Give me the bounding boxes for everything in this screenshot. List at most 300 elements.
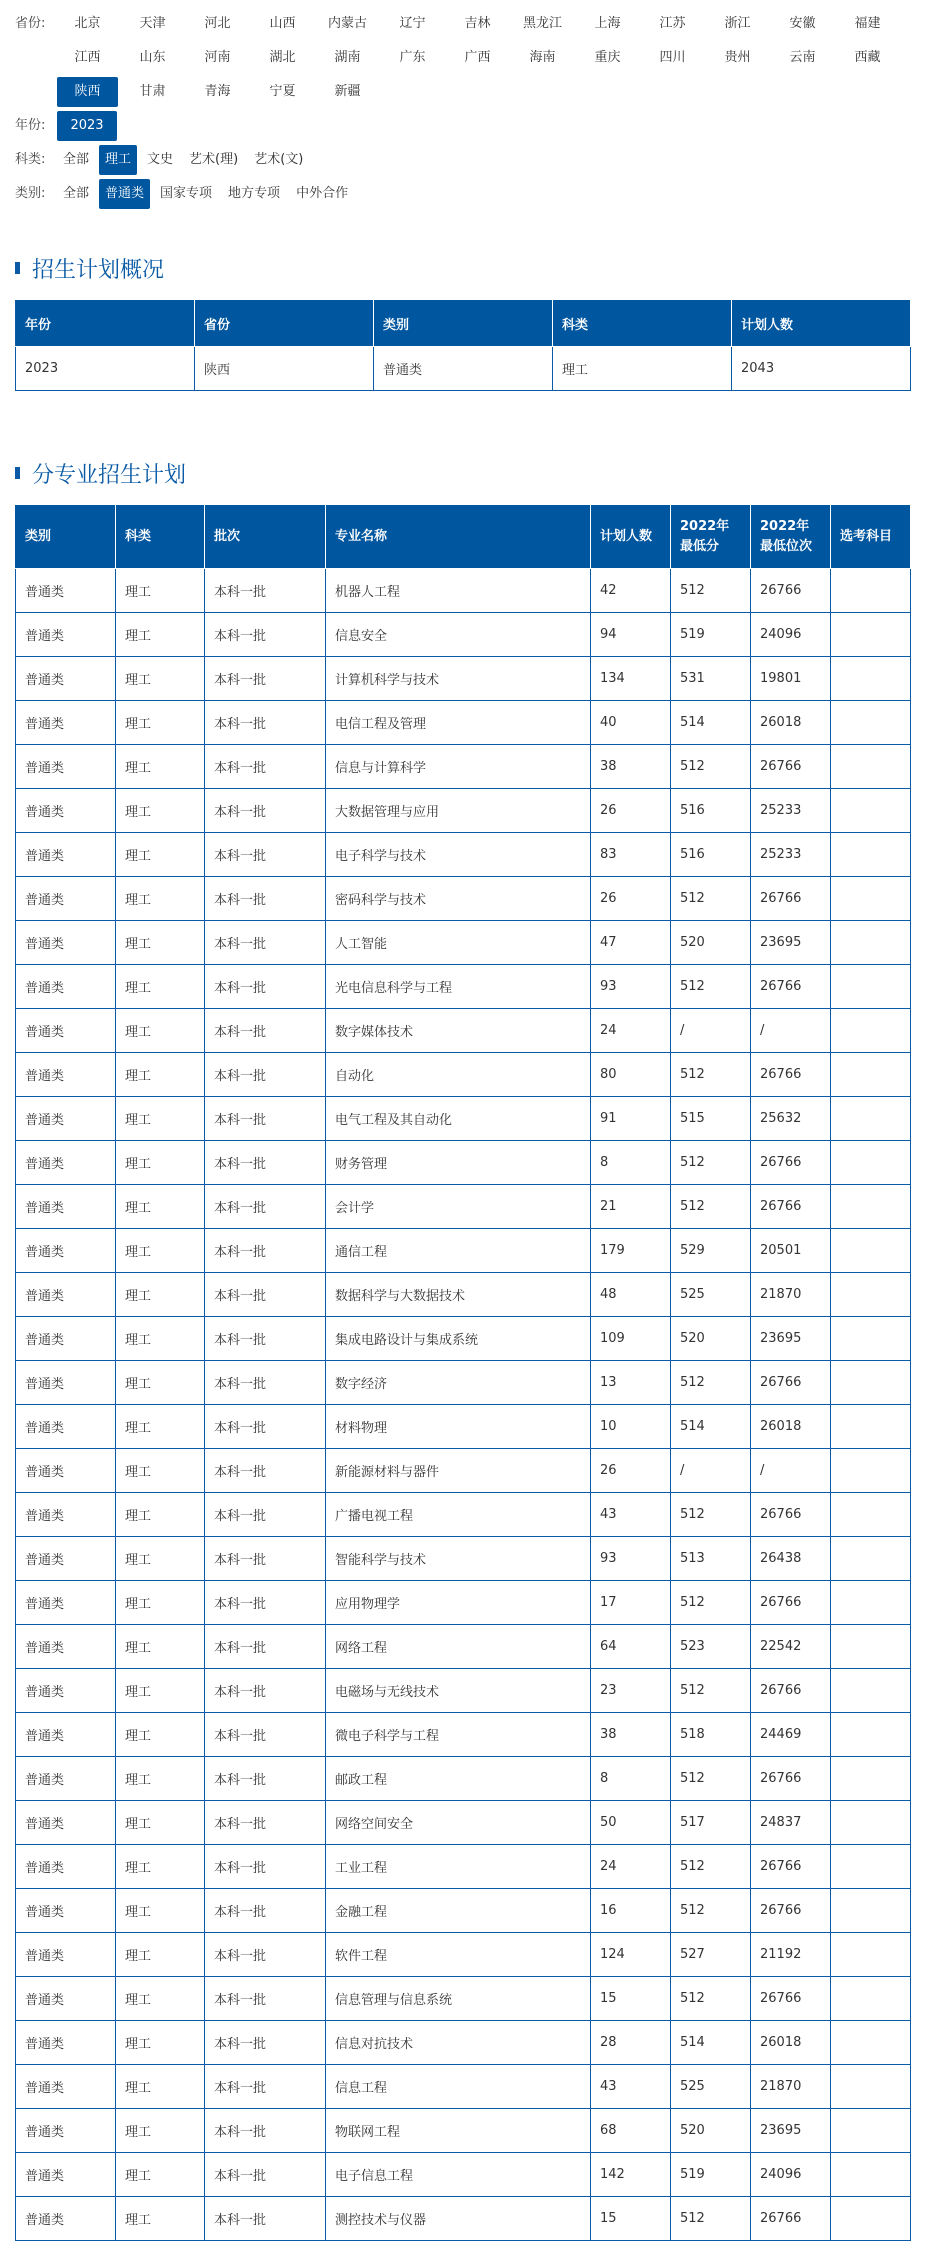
overview-cell: 陕西 [195, 347, 374, 391]
table-row [16, 613, 911, 657]
table-cell: 信息工程 [326, 2065, 591, 2109]
table-cell [831, 1493, 911, 1537]
province-chip[interactable]: 辽宁 [399, 16, 426, 31]
table-cell: 531 [671, 657, 751, 701]
table-cell: 26766 [751, 1845, 831, 1889]
table-row [16, 1933, 911, 1977]
table-row [16, 1581, 911, 1625]
table-cell: 理工 [116, 2197, 205, 2241]
table-cell: 数字经济 [326, 1361, 591, 1405]
category-options [55, 178, 356, 212]
table-cell [831, 1933, 911, 1977]
table-cell: 大数据管理与应用 [326, 789, 591, 833]
table-cell: 理工 [116, 833, 205, 877]
table-row [16, 701, 911, 745]
table-row [16, 2021, 911, 2065]
table-cell: 物联网工程 [326, 2109, 591, 2153]
table-cell: 本科一批 [205, 1317, 326, 1361]
table-cell: 512 [671, 1185, 751, 1229]
table-cell: 本科一批 [205, 1053, 326, 1097]
table-row [16, 1625, 911, 1669]
overview-header-cell: 科类 [553, 301, 732, 347]
table-cell: 512 [671, 1845, 751, 1889]
table-cell [831, 2197, 911, 2241]
table-cell: 测控技术与仪器 [326, 2197, 591, 2241]
table-cell: 普通类 [16, 1581, 116, 1625]
table-cell: 自动化 [326, 1053, 591, 1097]
province-chip[interactable]: 宁夏 [269, 84, 296, 99]
table-row [16, 1713, 911, 1757]
province-chip[interactable]: 广西 [464, 50, 491, 65]
table-cell: 本科一批 [205, 1361, 326, 1405]
province-chip[interactable]: 贵州 [724, 50, 751, 65]
province-filter [15, 8, 910, 110]
province-chip[interactable]: 青海 [204, 84, 231, 99]
table-cell: 普通类 [16, 1317, 116, 1361]
table-cell [831, 2065, 911, 2109]
table-cell: 26 [591, 877, 671, 921]
province-chip[interactable]: 山西 [269, 16, 296, 31]
majors-table [15, 505, 911, 2241]
table-cell: 512 [671, 1053, 751, 1097]
table-row [16, 2109, 911, 2153]
title-marker-icon [15, 262, 20, 274]
table-cell [831, 569, 911, 613]
table-cell: 50 [591, 1801, 671, 1845]
majors-header-cell: 专业名称 [326, 506, 591, 569]
table-cell: 514 [671, 701, 751, 745]
table-cell: 本科一批 [205, 569, 326, 613]
table-cell: 本科一批 [205, 2153, 326, 2197]
table-cell: 理工 [116, 1317, 205, 1361]
table-cell: 520 [671, 1317, 751, 1361]
table-cell: 26766 [751, 745, 831, 789]
table-cell: 理工 [116, 1141, 205, 1185]
table-cell: 512 [671, 877, 751, 921]
province-chip[interactable]: 河南 [204, 50, 231, 65]
province-chip[interactable]: 重庆 [594, 50, 621, 65]
table-cell: 理工 [116, 1361, 205, 1405]
subject-chip[interactable]: 理工 [99, 145, 137, 175]
table-cell: 普通类 [16, 2021, 116, 2065]
table-cell: 普通类 [16, 965, 116, 1009]
table-cell: 8 [591, 1141, 671, 1185]
table-row [16, 1361, 911, 1405]
table-cell: 512 [671, 2197, 751, 2241]
table-cell: 516 [671, 833, 751, 877]
table-cell: 本科一批 [205, 1405, 326, 1449]
province-chip[interactable]: 吉林 [464, 16, 491, 31]
table-cell: 普通类 [16, 1493, 116, 1537]
majors-header-cell: 类别 [16, 506, 116, 569]
majors-header-cell: 科类 [116, 506, 205, 569]
table-cell: 512 [671, 745, 751, 789]
table-cell: 26766 [751, 877, 831, 921]
table-cell: 179 [591, 1229, 671, 1273]
table-row [16, 877, 911, 921]
table-cell: 10 [591, 1405, 671, 1449]
table-cell: 本科一批 [205, 1933, 326, 1977]
province-chip[interactable]: 湖北 [269, 50, 296, 65]
table-cell: 光电信息科学与工程 [326, 965, 591, 1009]
table-cell: 智能科学与技术 [326, 1537, 591, 1581]
table-row [16, 2153, 911, 2197]
table-cell [831, 1801, 911, 1845]
table-cell: 21870 [751, 2065, 831, 2109]
table-cell: 83 [591, 833, 671, 877]
province-chip[interactable]: 江西 [74, 50, 101, 65]
table-cell [831, 1229, 911, 1273]
province-chip[interactable]: 陕西 [57, 77, 118, 107]
table-cell: 516 [671, 789, 751, 833]
table-cell: 本科一批 [205, 1185, 326, 1229]
table-cell: 本科一批 [205, 1889, 326, 1933]
table-cell: 信息安全 [326, 613, 591, 657]
overview-section-title [15, 248, 910, 288]
table-cell: 93 [591, 965, 671, 1009]
province-chip[interactable]: 西藏 [854, 50, 881, 65]
table-cell: 本科一批 [205, 2109, 326, 2153]
table-cell [831, 1141, 911, 1185]
majors-table-body [16, 569, 911, 2241]
table-row [16, 1449, 911, 1493]
table-cell: 本科一批 [205, 1757, 326, 1801]
table-row [16, 1141, 911, 1185]
table-cell [831, 1889, 911, 1933]
table-cell: 512 [671, 1581, 751, 1625]
province-chip[interactable]: 山东 [139, 50, 166, 65]
table-cell: 理工 [116, 877, 205, 921]
table-cell: 本科一批 [205, 1229, 326, 1273]
table-cell: 24096 [751, 2153, 831, 2197]
table-row [16, 1009, 911, 1053]
table-cell: 64 [591, 1625, 671, 1669]
province-chip[interactable]: 新疆 [334, 84, 361, 99]
province-chip[interactable]: 福建 [854, 16, 881, 31]
table-cell: 25632 [751, 1097, 831, 1141]
table-cell: 普通类 [16, 1229, 116, 1273]
table-row [16, 1889, 911, 1933]
table-cell: 理工 [116, 1097, 205, 1141]
table-row [16, 1757, 911, 1801]
table-cell: 134 [591, 657, 671, 701]
table-cell: 理工 [116, 613, 205, 657]
table-row [16, 1053, 911, 1097]
table-cell: 520 [671, 2109, 751, 2153]
province-chip[interactable]: 海南 [529, 50, 556, 65]
table-cell: 26766 [751, 1493, 831, 1537]
table-cell: 26766 [751, 569, 831, 613]
table-cell: 电气工程及其自动化 [326, 1097, 591, 1141]
table-cell: 理工 [116, 1185, 205, 1229]
table-cell: 本科一批 [205, 1537, 326, 1581]
province-chip[interactable]: 浙江 [724, 16, 751, 31]
table-cell: 金融工程 [326, 1889, 591, 1933]
table-cell: 本科一批 [205, 1009, 326, 1053]
category-filter [15, 178, 910, 212]
table-row [16, 1537, 911, 1581]
province-chip[interactable]: 安徽 [789, 16, 816, 31]
majors-header-cell: 计划人数 [591, 506, 671, 569]
table-cell: 网络工程 [326, 1625, 591, 1669]
province-chip[interactable]: 北京 [74, 16, 101, 31]
table-cell: 本科一批 [205, 2021, 326, 2065]
table-cell: 26766 [751, 1053, 831, 1097]
subject-chip[interactable]: 文史 [147, 152, 174, 167]
table-cell: 本科一批 [205, 2065, 326, 2109]
table-cell: 26766 [751, 1889, 831, 1933]
table-cell: 普通类 [16, 1669, 116, 1713]
table-cell [831, 1273, 911, 1317]
table-cell: 23 [591, 1669, 671, 1713]
table-cell: 8 [591, 1757, 671, 1801]
table-cell: 38 [591, 1713, 671, 1757]
table-row [16, 2065, 911, 2109]
table-cell: 26766 [751, 1757, 831, 1801]
table-cell: 26766 [751, 1361, 831, 1405]
subject-chip[interactable]: 艺术(理) [189, 152, 239, 167]
table-cell: 理工 [116, 1757, 205, 1801]
table-cell: 24 [591, 1009, 671, 1053]
table-cell [831, 1449, 911, 1493]
table-cell: 518 [671, 1713, 751, 1757]
province-chip[interactable]: 云南 [789, 50, 816, 65]
table-cell [831, 1625, 911, 1669]
table-cell: 525 [671, 1273, 751, 1317]
province-chip[interactable]: 黑龙江 [522, 16, 562, 31]
table-cell: 本科一批 [205, 1713, 326, 1757]
table-cell: 514 [671, 1405, 751, 1449]
table-cell: 38 [591, 745, 671, 789]
table-cell: 人工智能 [326, 921, 591, 965]
table-cell: 理工 [116, 789, 205, 833]
table-cell: 理工 [116, 2153, 205, 2197]
table-cell: 普通类 [16, 1097, 116, 1141]
table-cell: 25233 [751, 833, 831, 877]
table-cell: 本科一批 [205, 921, 326, 965]
table-cell: 网络空间安全 [326, 1801, 591, 1845]
table-cell: 26766 [751, 1141, 831, 1185]
table-row [16, 1097, 911, 1141]
table-cell: 普通类 [16, 1977, 116, 2021]
table-cell: 23695 [751, 2109, 831, 2153]
table-cell: 理工 [116, 1845, 205, 1889]
table-cell [831, 965, 911, 1009]
province-chip[interactable]: 江苏 [659, 16, 686, 31]
table-cell: 512 [671, 1669, 751, 1713]
table-cell: 本科一批 [205, 833, 326, 877]
subject-filter [15, 144, 910, 178]
table-cell [831, 1669, 911, 1713]
table-cell: 523 [671, 1625, 751, 1669]
table-cell: 26018 [751, 701, 831, 745]
table-row [16, 1405, 911, 1449]
category-chip[interactable]: 地方专项 [228, 186, 281, 201]
table-cell: 513 [671, 1537, 751, 1581]
majors-header-cell: 批次 [205, 506, 326, 569]
table-cell: 理工 [116, 1053, 205, 1097]
table-cell: 本科一批 [205, 745, 326, 789]
table-cell: 普通类 [16, 1141, 116, 1185]
page [0, 8, 925, 2241]
table-cell: 本科一批 [205, 1625, 326, 1669]
table-cell: 理工 [116, 1669, 205, 1713]
category-chip[interactable]: 国家专项 [160, 186, 213, 201]
table-cell [831, 1845, 911, 1889]
table-cell [831, 2021, 911, 2065]
table-cell: 普通类 [16, 921, 116, 965]
table-cell: 广播电视工程 [326, 1493, 591, 1537]
table-cell [831, 1361, 911, 1405]
table-cell: 理工 [116, 1229, 205, 1273]
table-cell: / [671, 1449, 751, 1493]
table-cell: 26766 [751, 1977, 831, 2021]
category-chip[interactable]: 全部 [63, 186, 90, 201]
table-cell: 43 [591, 1493, 671, 1537]
table-cell: 16 [591, 1889, 671, 1933]
table-cell: 理工 [116, 1713, 205, 1757]
year-chip[interactable]: 2023 [57, 111, 117, 141]
table-cell: 电信工程及管理 [326, 701, 591, 745]
table-cell: 电磁场与无线技术 [326, 1669, 591, 1713]
overview-cell: 2043 [732, 347, 911, 391]
province-chip[interactable]: 内蒙古 [327, 16, 367, 31]
table-cell: 40 [591, 701, 671, 745]
table-cell: 本科一批 [205, 657, 326, 701]
table-cell: 普通类 [16, 1933, 116, 1977]
table-cell: 普通类 [16, 613, 116, 657]
table-cell: 26766 [751, 1185, 831, 1229]
table-row [16, 657, 911, 701]
table-cell: 26766 [751, 2197, 831, 2241]
table-cell: 26018 [751, 1405, 831, 1449]
table-cell: 43 [591, 2065, 671, 2109]
table-cell: 材料物理 [326, 1405, 591, 1449]
subject-options [55, 144, 311, 178]
table-cell [831, 1537, 911, 1581]
table-cell: 理工 [116, 1889, 205, 1933]
table-cell: 普通类 [16, 1537, 116, 1581]
province-chip[interactable]: 四川 [659, 50, 686, 65]
table-cell: 512 [671, 1977, 751, 2021]
table-cell: 23695 [751, 921, 831, 965]
table-cell: 理工 [116, 965, 205, 1009]
table-row [16, 2197, 911, 2241]
table-cell: 25233 [751, 789, 831, 833]
category-label: 类别: [15, 186, 46, 201]
table-cell: 21192 [751, 1933, 831, 1977]
table-cell [831, 921, 911, 965]
table-cell [831, 2153, 911, 2197]
table-cell: 普通类 [16, 1801, 116, 1845]
overview-cell: 2023 [16, 347, 195, 391]
table-cell: 密码科学与技术 [326, 877, 591, 921]
table-cell: 142 [591, 2153, 671, 2197]
table-cell: 理工 [116, 1537, 205, 1581]
subject-chip[interactable]: 艺术(文) [254, 152, 304, 167]
table-cell: 529 [671, 1229, 751, 1273]
table-cell: 通信工程 [326, 1229, 591, 1273]
table-cell: 理工 [116, 657, 205, 701]
overview-table [15, 300, 911, 391]
province-chip[interactable]: 甘肃 [139, 84, 166, 99]
table-cell: 517 [671, 1801, 751, 1845]
table-cell: 512 [671, 965, 751, 1009]
province-chip[interactable]: 广东 [399, 50, 426, 65]
province-chip[interactable]: 天津 [139, 16, 166, 31]
table-cell: 理工 [116, 2065, 205, 2109]
table-cell: 本科一批 [205, 965, 326, 1009]
table-cell: 512 [671, 1889, 751, 1933]
province-chip[interactable]: 上海 [594, 16, 621, 31]
subject-chip[interactable]: 全部 [63, 152, 90, 167]
table-cell: 48 [591, 1273, 671, 1317]
category-chip[interactable]: 中外合作 [296, 186, 349, 201]
table-cell: 集成电路设计与集成系统 [326, 1317, 591, 1361]
table-cell: 普通类 [16, 1845, 116, 1889]
table-cell: 109 [591, 1317, 671, 1361]
table-cell: 理工 [116, 701, 205, 745]
table-cell: 22542 [751, 1625, 831, 1669]
table-cell: 19801 [751, 657, 831, 701]
table-cell: 24 [591, 1845, 671, 1889]
table-cell: 本科一批 [205, 1977, 326, 2021]
table-row [16, 921, 911, 965]
table-cell: 本科一批 [205, 613, 326, 657]
table-cell: 519 [671, 613, 751, 657]
table-cell: 普通类 [16, 2065, 116, 2109]
province-chip[interactable]: 河北 [204, 16, 231, 31]
table-cell: 普通类 [16, 1449, 116, 1493]
table-cell: 本科一批 [205, 1097, 326, 1141]
overview-header-row [16, 301, 911, 347]
table-row [16, 1317, 911, 1361]
table-row [16, 1669, 911, 1713]
table-cell: 普通类 [16, 877, 116, 921]
table-cell: 理工 [116, 921, 205, 965]
table-cell: 普通类 [16, 1361, 116, 1405]
table-cell: 数据科学与大数据技术 [326, 1273, 591, 1317]
table-cell: 微电子科学与工程 [326, 1713, 591, 1757]
table-cell: 80 [591, 1053, 671, 1097]
table-cell: 新能源材料与器件 [326, 1449, 591, 1493]
table-cell: 普通类 [16, 2153, 116, 2197]
table-row [16, 1845, 911, 1889]
table-cell: 13 [591, 1361, 671, 1405]
table-cell: 512 [671, 1757, 751, 1801]
province-label: 省份: [15, 16, 46, 31]
province-chip[interactable]: 湖南 [334, 50, 361, 65]
table-cell: / [751, 1449, 831, 1493]
table-row [16, 569, 911, 613]
category-chip[interactable]: 普通类 [99, 179, 150, 209]
table-cell: 91 [591, 1097, 671, 1141]
table-cell: 普通类 [16, 1185, 116, 1229]
table-cell: 68 [591, 2109, 671, 2153]
table-cell: 普通类 [16, 833, 116, 877]
table-cell: 机器人工程 [326, 569, 591, 613]
table-cell: 本科一批 [205, 1845, 326, 1889]
table-cell: 519 [671, 2153, 751, 2197]
table-cell: 信息与计算科学 [326, 745, 591, 789]
year-filter [15, 110, 910, 144]
majors-header-cell: 2022年最低位次 [751, 506, 831, 569]
table-cell [831, 1713, 911, 1757]
table-cell: 28 [591, 2021, 671, 2065]
table-cell [831, 789, 911, 833]
table-cell: 520 [671, 921, 751, 965]
table-cell: 普通类 [16, 1053, 116, 1097]
